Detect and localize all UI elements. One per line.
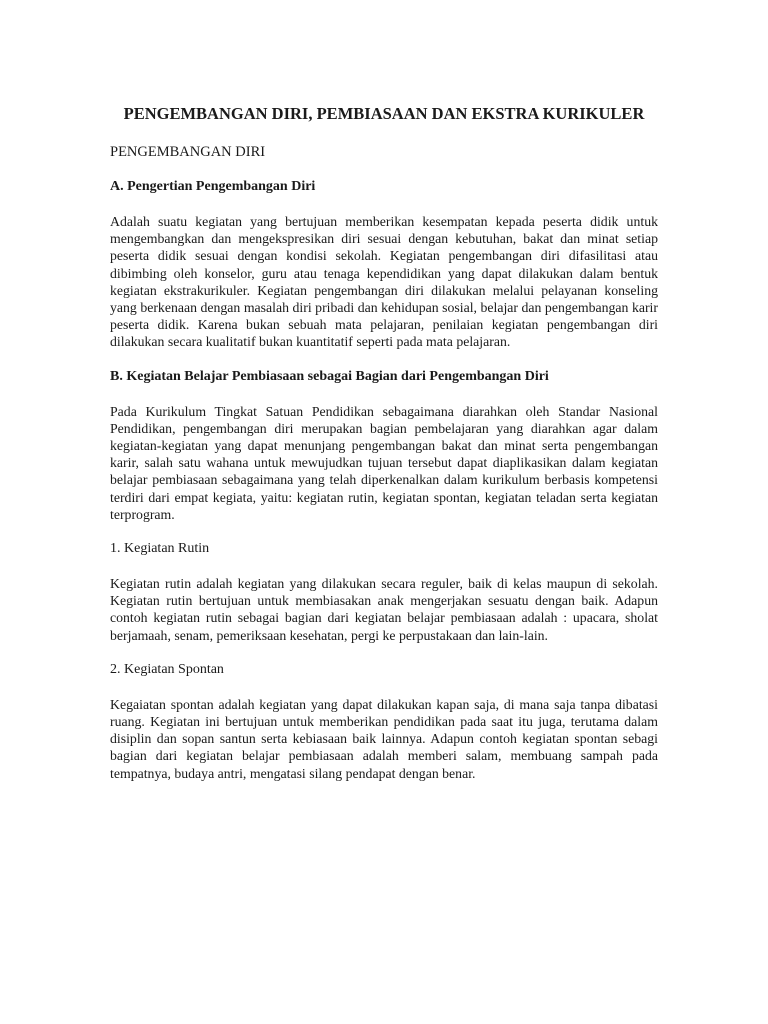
paragraph-b: Pada Kurikulum Tingkat Satuan Pendidikan sebagaimana diarahkan oleh Standar Nasional Pendidikan, pengembangan diri merupakan bagian pembelajaran yang diarahkan agar dalam kegiatan-kegiatan yang dapat menunjang pengembangan bakat dan minat serta pengembangan karir, salah satu wahana untuk mewujudkan tujuan tersebut dapat diaplikasikan dalam kegiatan belajar pembiasaan sebagaimana yang telah diperkenalkan dalam kurikulum berbasis kompetensi terdiri dari empat kegiata, yaitu: kegiatan rutin, kegiatan spontan, kegiatan teladan serta kegiatan terprogram. — [110, 403, 658, 522]
paragraph-kegiatan-rutin: Kegiatan rutin adalah kegiatan yang dilakukan secara reguler, baik di kelas maupun di sekolah. Kegiatan rutin bertujuan untuk membiasakan anak mengerjakan sesuatu dengan baik. Adapun contoh kegiatan rutin sebagai bagian dari kegiatan belajar pembiasaan adalah : upacara, sholat berjamaah, senam, pemeriksaan kesehatan, pergi ke perpustakaan dan lain-lain. — [110, 576, 658, 643]
section-heading: PENGEMBANGAN DIRI — [110, 144, 266, 160]
sub-heading-kegiatan-rutin: 1. Kegiatan Rutin — [110, 541, 210, 557]
document-title: PENGEMBANGAN DIRI, PEMBIASAAN DAN EKSTRA KURIKULER — [123, 104, 645, 123]
sub-heading-b: B. Kegiatan Belajar Pembiasaan sebagai Bagian dari Pengembangan Diri — [110, 368, 549, 384]
paragraph-a: Adalah suatu kegiatan yang bertujuan memberikan kesempatan kepada peserta didik untuk mengembangkan dan mengekspresikan diri sesuai dengan kebutuhan, bakat dan minat setiap peserta didik sesuai dengan kondisi sekolah. Kegiatan pengembangan diri difasilitasi atau dibimbing oleh konselor, guru atau tenaga kependidikan yang dapat dilakukan dalam bentuk kegiatan ekstrakurikuler. Kegiatan pengembangan diri dilakukan melalui pelayanan konseling yang berkenaan dengan masalah diri pribadi dan kehidupan sosial, belajar dan pengembangan karir peserta didik. Karena bukan sebuah mata pelajaran, penilaian kegiatan pengembangan diri dilakukan secara kualitatif bukan kuantitatif seperti pada mata pelajaran. — [110, 214, 658, 350]
document-page — [110, 0, 658, 782]
paragraph-kegiatan-spontan: Kegaiatan spontan adalah kegiatan yang dapat dilakukan kapan saja, di mana saja tanpa dibatasi ruang. Kegiatan ini bertujuan untuk memberikan pendidikan pada saat itu juga, terutama dalam disiplin dan sopan santun serta kebiasaan baik lainnya. Adapun contoh kegiatan spontan sebagi bagian dari kegiatan belajar pembiasaan adalah memberi salam, membuang sampah pada tempatnya, budaya antri, mengatasi silang pendapat dengan benar. — [110, 696, 658, 781]
sub-heading-a: A. Pengertian Pengembangan Diri — [110, 179, 316, 194]
sub-heading-kegiatan-spontan: 2. Kegiatan Spontan — [110, 661, 224, 677]
